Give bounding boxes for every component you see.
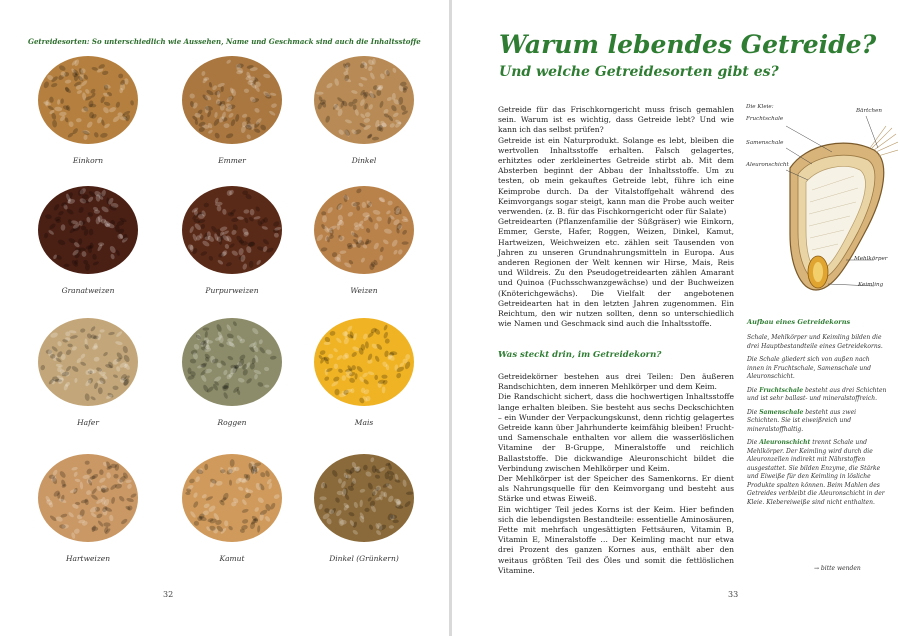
- left-page: [0, 0, 449, 636]
- label-baertchen: Bärtchen: [856, 108, 883, 114]
- grain-kernel-illustration: [746, 104, 898, 304]
- grain-pile-image: [33, 312, 143, 412]
- grain-pile-image: [177, 448, 287, 548]
- grain-pile-image: [33, 180, 143, 280]
- label-fruchtschale: Fruchtschale: [746, 116, 784, 122]
- highlight-aleuronschicht: Aleuronschicht: [759, 439, 811, 446]
- grain-pile-image: [309, 50, 419, 150]
- sidebar-paragraph: Schale, Mehlkörper und Keimling bilden die drei Hauptbestandteile eines Getreidekorns.: [747, 334, 883, 350]
- text: trennt Schale und Mehlkörper. Der Keimling wird durch die Aleuronzellen indirekt mit Nährstoffen ausgestattet. Sie bilden Enzyme, die Stärke und Eiweiße für den Keimling in lösliche Produkte spalten können. Beim Mahlen des Getreides verbleibt die Aleuronschicht in der Kleie. Klebereiweiße sind nicht enthalten.: [747, 439, 885, 506]
- grain-pile-image: [177, 180, 287, 280]
- grain-sample: [177, 312, 287, 434]
- grain-sample: [33, 180, 143, 302]
- page-number-left: 32: [163, 590, 174, 599]
- paragraph: Getreide ist ein Naturprodukt. Solange es lebt, bleiben die wertvollen Inhaltsstoffe erhalten. Falsch gelagertes, erhitztes oder zerkleinertes Getreide stirbt ab. Mit dem Absterben beginnt der Abbau der Inhaltsstoffe. Um zu testen, ob mein gekauftes Getreide lebt, führe ich eine Keimprobe durch. Da der Vitalstoffgehalt während des Keimvorgangs sogar steigt, kann man die Probe auch weiter verwenden. (z. B. für das Fischkorngericht oder für Salate): [498, 135, 734, 217]
- grain-sample: [309, 448, 419, 570]
- grain-sample: [177, 180, 287, 302]
- grain-pile-image: [177, 312, 287, 412]
- grain-label: Mais: [354, 418, 374, 427]
- grain-pile-image: [33, 50, 143, 150]
- text: Die: [747, 439, 760, 446]
- grain-label: Granatweizen: [61, 286, 115, 295]
- grain-sample: [177, 50, 287, 172]
- sidebar-heading: Aufbau eines Getreidekorns: [747, 318, 851, 326]
- paragraph: Ein wichtiger Teil jedes Korns ist der Keim. Hier befinden sich die lebendigsten Bestandteile: essentielle Aminosäuren, Fette mit mehrfach ungesättigten Fettsäuren, Vitamin B, Vitamin E, Mineralstoffe … Der Keimling macht nur etwa drei Prozent des ganzen Kornes aus, enthält aber den weitaus größten Teil des Öles und somit die fettlöslichen Vitamine.: [498, 504, 734, 575]
- sidebar-paragraph: [747, 409, 887, 435]
- grain-sample: [309, 180, 419, 302]
- grain-label: Dinkel: [351, 156, 377, 165]
- grain-pile-image: [177, 50, 287, 150]
- page-title: Warum lebendes Getreide?: [499, 30, 877, 59]
- label-keimling: Keimling: [858, 282, 884, 288]
- grain-label: Hartweizen: [65, 554, 111, 563]
- grain-label: Einkorn: [72, 156, 104, 165]
- page-number-right: 33: [728, 590, 739, 599]
- paragraph: Getreide für das Frischkorngericht muss frisch gemahlen sein. Warum ist es wichtig, dass Getreide lebt? Und wie kann ich das selbst prüfen?: [498, 105, 734, 135]
- grain-pile-image: [309, 312, 419, 412]
- sidebar-paragraph: [747, 387, 887, 404]
- intro-text: [498, 105, 734, 329]
- highlight-fruchtschale: Fruchtschale: [759, 386, 804, 394]
- section-heading: Was steckt drin, im Getreidekorn?: [498, 350, 662, 360]
- page-subtitle: Und welche Getreidesorten gibt es?: [499, 64, 779, 80]
- grain-anatomy-diagram: [746, 104, 898, 304]
- grain-label: Dinkel (Grünkern): [329, 554, 399, 563]
- right-page: [452, 0, 900, 636]
- grain-pile-image: [33, 448, 143, 548]
- sidebar-text: [747, 334, 887, 512]
- grain-sample: [33, 50, 143, 172]
- text: besteht aus zwei Schichten. Sie ist eiweißreich und mineralstoffhaltig.: [747, 408, 857, 433]
- label-aleuronschicht: Aleuronschicht: [746, 162, 789, 168]
- grain-label: Hafer: [77, 418, 99, 427]
- paragraph: Der Mehlkörper ist der Speicher des Samenkorns. Er dient als Nahrungsquelle für den Keimvorgang und besteht aus Stärke und etwas Eiweiß.: [498, 474, 734, 504]
- sidebar-paragraph: Die Schale gliedert sich von außen nach innen in Fruchtschale, Samenschale und Aleuronschicht.: [747, 356, 871, 380]
- paragraph: Getreidearten (Pflanzenfamilie der Süßgräser) wie Einkorn, Emmer, Gerste, Hafer, Roggen, Weizen, Dinkel, Kamut, Hartweizen, Weichweizen etc. zählen seit Tausenden von Jahren zu unseren Grundnahrungsmitteln in Europa. Aus anderen Regionen der Welt kennen wir Hirse, Mais, Reis und Wildreis. Zu den Pseudogetreidearten zählen Amarant und Quinoa (Fuchsschwanzgewächse) und der Buchweizen (Knöterichgewächs). Die Vielfalt der angebotenen Getreidearten hat in den letzten Jahren zugenommen. Ein Reichtum, den wir nutzen sollten, denn so unterschiedlich wie Namen und Geschmack sind auch die Inhaltsstoffe.: [498, 217, 734, 329]
- text: besteht aus drei Schichten und ist sehr ballast- und mineralstoffreich.: [747, 386, 887, 402]
- grain-label: Roggen: [217, 418, 247, 427]
- grain-sample: [309, 50, 419, 172]
- paragraph: Getreidekörner bestehen aus drei Teilen: Den äußeren Randschichten, dem inneren Mehlkörper und dem Keim.: [498, 372, 734, 392]
- grain-label: Emmer: [218, 156, 246, 165]
- grain-label: Weizen: [350, 286, 378, 295]
- grain-sample: [177, 448, 287, 570]
- grain-sample: [309, 312, 419, 434]
- sidebar-paragraph: [747, 439, 887, 507]
- grain-sample: [33, 448, 143, 570]
- grain-label: Kamut: [219, 554, 245, 563]
- grain-anatomy-text: [498, 372, 734, 576]
- label-mehlkoerper: Mehlkörper: [854, 256, 888, 262]
- grain-sample: [33, 312, 143, 434]
- grain-label: Purpurweizen: [205, 286, 259, 295]
- paragraph: Die Randschicht sichert, dass die hochwertigen Inhaltsstoffe lange erhalten bleiben. Sie besteht aus sechs Deckschichten – ein Wunder der Verpackungskunst, denn richtig gelagertes Getreide kann über Jahrhunderte keimfähig bleiben! Frucht- und Samenschale enthalten vor allem die wasserlöslichen Vitamine der B-Gruppe, Mineralstoffe und reichlich Ballaststoffe. Die dickwandige Aleuronschicht bildet die Verbindung zwischen Mehlkörper und Keim.: [498, 392, 734, 473]
- text: Die: [747, 408, 760, 416]
- label-samenschale: Samenschale: [746, 140, 784, 146]
- turn-page-note: → bitte wenden: [814, 565, 861, 572]
- text: Die: [747, 386, 760, 394]
- grain-pile-image: [309, 448, 419, 548]
- label-kleie: Die Kleie:: [746, 104, 774, 110]
- grain-pile-image: [309, 180, 419, 280]
- grain-caption: Getreidesorten: So unterschiedlich wie Aussehen, Name und Geschmack sind auch die Inhaltsstoffe: [28, 37, 421, 46]
- highlight-samenschale: Samenschale: [759, 408, 804, 416]
